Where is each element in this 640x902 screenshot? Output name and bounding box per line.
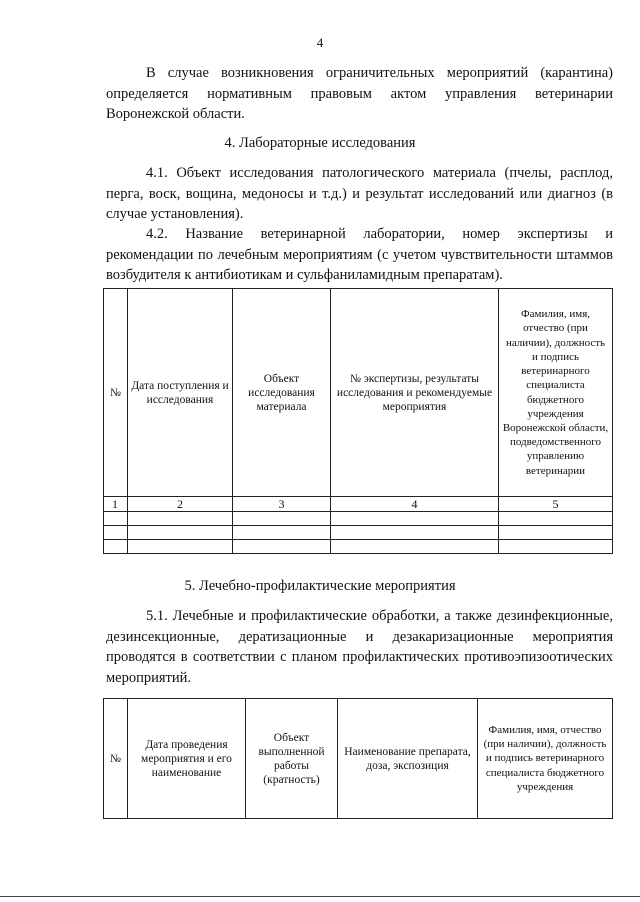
table-row	[104, 512, 613, 526]
header-object: Объект исследования материала	[233, 289, 331, 497]
page-number: 4	[316, 35, 324, 50]
header-date: Дата поступления и исследования	[128, 289, 233, 497]
header-number: №	[104, 699, 128, 819]
header-date-name: Дата проведения мероприятия и его наименование	[128, 699, 246, 819]
table-header-row	[104, 699, 613, 819]
table-row	[104, 540, 613, 554]
treatment-table	[103, 698, 613, 819]
table-row	[104, 526, 613, 540]
section-4-2-paragraph: 4.2. Название ветеринарной лаборатории, номер экспертизы и рекомендации по лечебным мероприятиям (с учетом чувствительности штаммов возбудителя к антибиотикам и сульфаниламидным препаратам).	[106, 226, 613, 283]
section-4-1-paragraph: 4.1. Объект исследования патологического материала (пчелы, расплод, перга, воск, вощина, медоносы и т.д.) и результат исследований или диагноз (в случае установления).	[106, 165, 613, 222]
header-expertise: № экспертизы, результаты исследования и рекомендуемые мероприятия	[331, 289, 499, 497]
column-number-1: 1	[104, 497, 128, 512]
table-header-row	[104, 289, 613, 497]
header-object-work: Объект выполненной работы (кратность)	[246, 699, 338, 819]
header-number: №	[104, 289, 128, 497]
section-4-title: 4. Лабораторные исследования	[224, 135, 416, 151]
header-preparation: Наименование препарата, доза, экспозиция	[338, 699, 478, 819]
column-number-5: 5	[499, 497, 613, 512]
section-5-1-paragraph: 5.1. Лечебные и профилактические обработки, а также дезинфекционные, дезинсекционные, дератизационные и дезакаризационные мероприятия проводятся в соответствии с планом профилактических противоэпизоотических мероприятий.	[106, 608, 613, 686]
intro-paragraph: В случае возникновения ограничительных мероприятий (карантина) определяется нормативным правовым актом управления ветеринарии Воронежской области.	[106, 65, 613, 122]
header-specialist: Фамилия, имя, отчество (при наличии), должность и подпись ветеринарного специалиста бюджетного учреждения	[478, 699, 613, 819]
section-5-title: 5. Лечебно-профилактические мероприятия	[184, 578, 456, 594]
lab-research-table	[103, 288, 613, 554]
table-row	[104, 497, 613, 512]
column-number-2: 2	[128, 497, 233, 512]
page-bottom-line	[0, 896, 640, 897]
column-number-4: 4	[331, 497, 499, 512]
header-specialist: Фамилия, имя, отчество (при наличии), должность и подпись ветеринарного специалиста бюджетного учреждения Воронежской области, подведомственного управлению ветеринарии	[499, 289, 613, 497]
column-number-3: 3	[233, 497, 331, 512]
